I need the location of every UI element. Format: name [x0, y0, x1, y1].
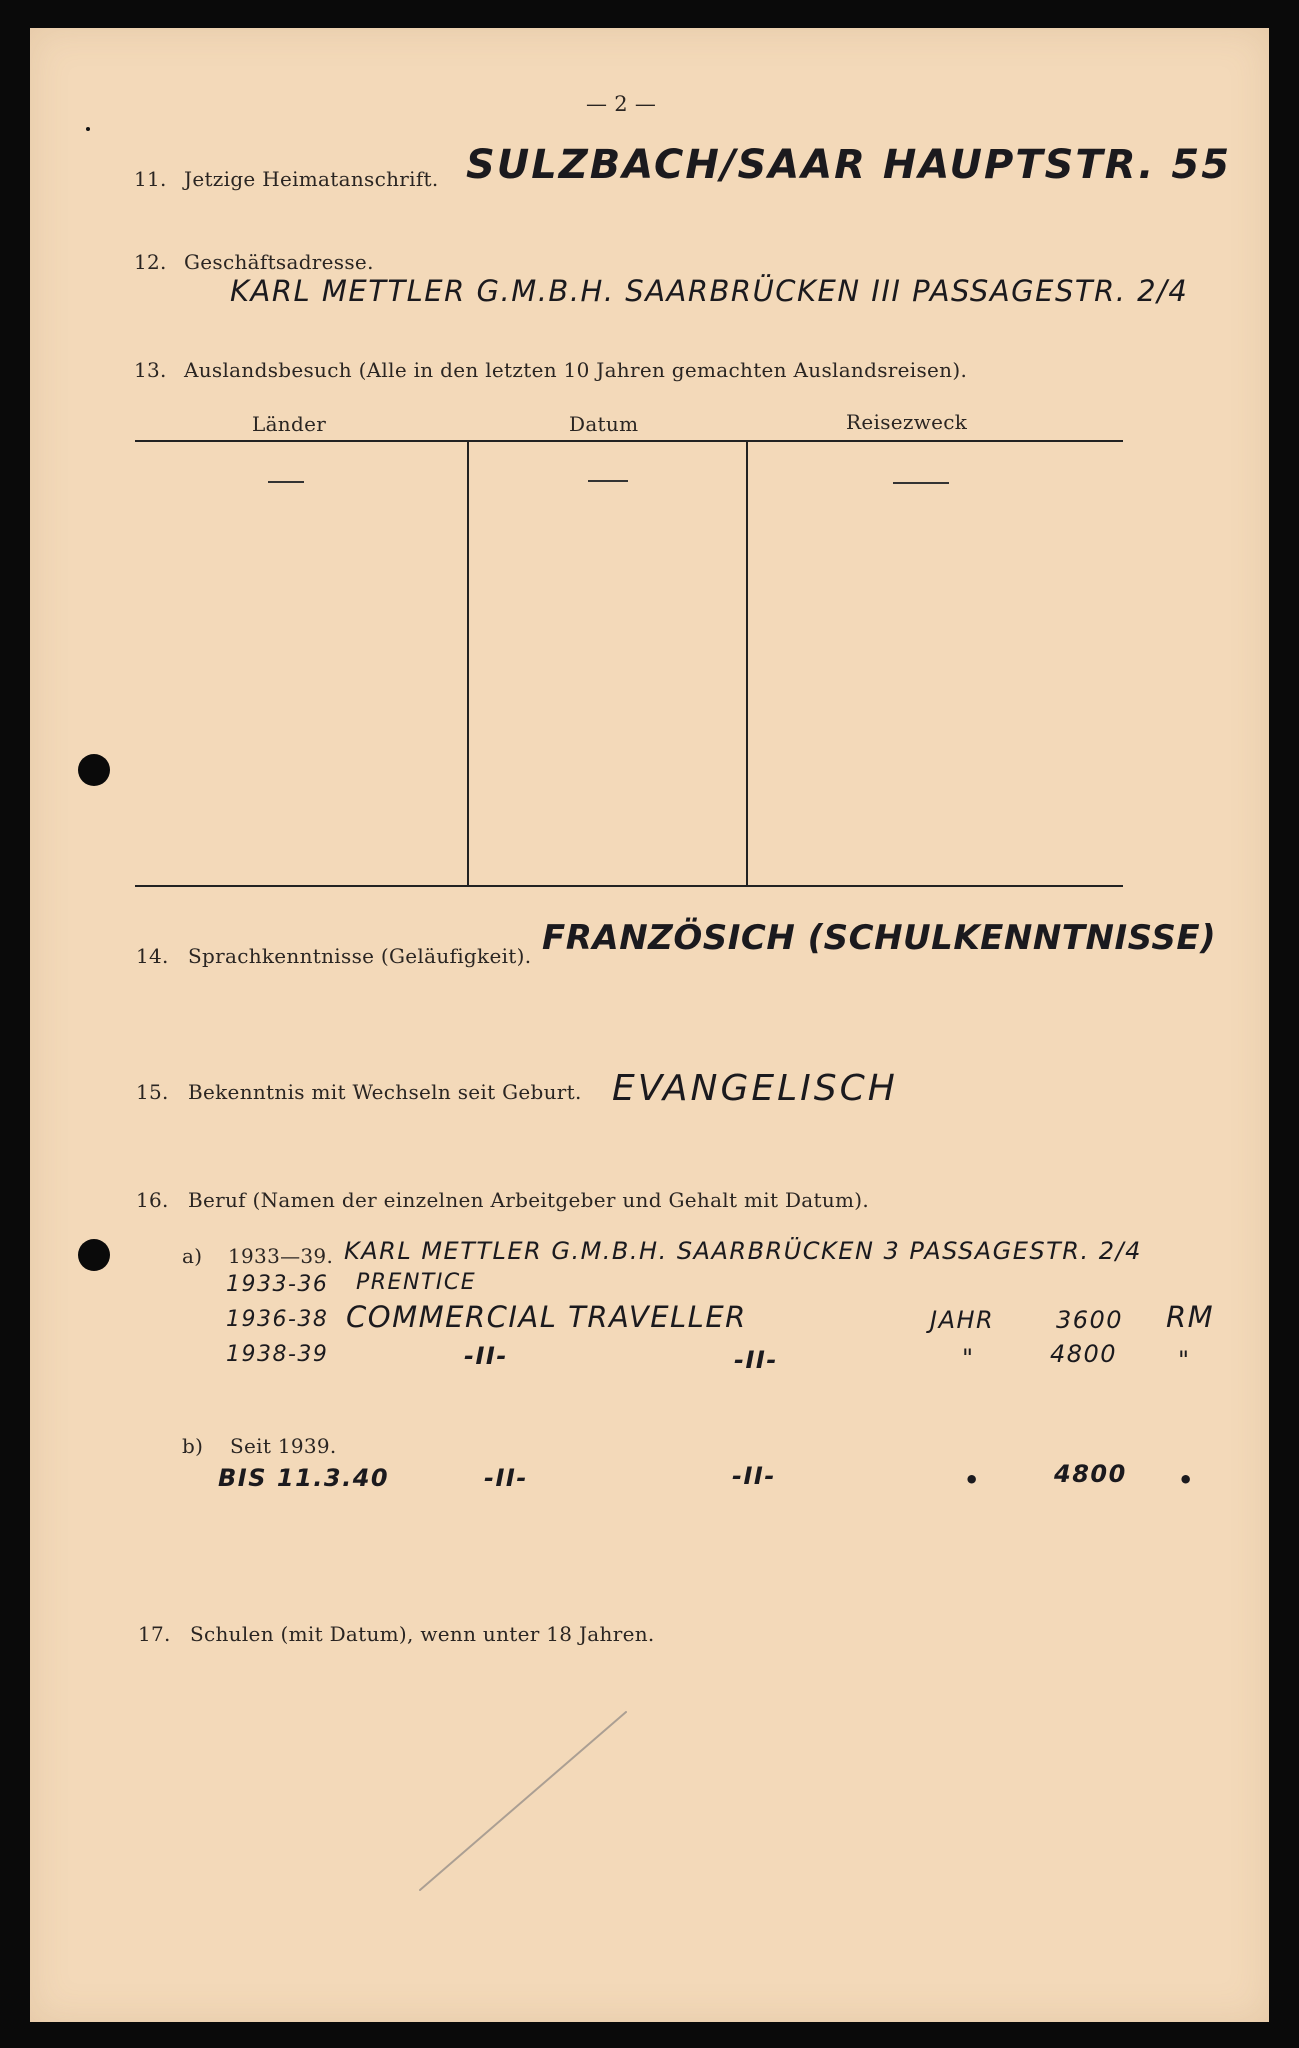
q16a-row3-unit: " — [962, 1344, 975, 1372]
q16b-years-printed: Seit 1939. — [230, 1434, 337, 1458]
q13-col-datum: Datum — [569, 412, 639, 436]
q16-label: Beruf (Namen der einzelnen Arbeitgeber und Gehalt mit Datum). — [188, 1188, 870, 1212]
q17-number: 17. — [138, 1622, 171, 1646]
q16a-employer: KARL METTLER G.M.B.H. SAARBRÜCKEN 3 PASSAGESTR. 2/4 — [344, 1237, 1142, 1265]
q16b-amount: 4800 — [1054, 1460, 1127, 1488]
q16a-row3-amount: 4800 — [1050, 1340, 1118, 1368]
q11-label: Jetzige Heimatanschrift. — [184, 167, 439, 191]
q14-label: Sprachkenntnisse (Geläufigkeit). — [188, 944, 532, 968]
q16a-marker: a) — [182, 1244, 203, 1268]
q15-answer: EVANGELISCH — [612, 1068, 898, 1109]
q17-label: Schulen (mit Datum), wenn unter 18 Jahren. — [190, 1622, 655, 1646]
q14-answer: FRANZÖSICH (SCHULKENNTNISSE) — [542, 918, 1217, 958]
q16b-marker: b) — [182, 1434, 204, 1458]
q13-col-laender: Länder — [252, 412, 327, 436]
q11-answer: SULZBACH/SAAR HAUPTSTR. 55 — [466, 142, 1232, 188]
q16a-row2-amount: 3600 — [1056, 1306, 1124, 1334]
q16a-row2-unit: JAHR — [930, 1306, 995, 1334]
q16b-text2: -II- — [732, 1462, 776, 1490]
q16b-years: BIS 11.3.40 — [218, 1464, 390, 1492]
margin-speck — [86, 127, 90, 131]
q14-number: 14. — [136, 944, 169, 968]
q16a-row3-text2: -II- — [734, 1346, 778, 1374]
q11-number: 11. — [134, 167, 167, 191]
q12-answer: KARL METTLER G.M.B.H. SAARBRÜCKEN III PASSAGESTR. 2/4 — [230, 274, 1189, 308]
q12-number: 12. — [134, 250, 167, 274]
q16-number: 16. — [136, 1188, 169, 1212]
q16b-text: -II- — [484, 1464, 528, 1492]
q12-label: Geschäftsadresse. — [184, 250, 374, 274]
q16a-row2-currency: RM — [1166, 1300, 1215, 1334]
page-number: — 2 — — [586, 92, 657, 116]
q16a-row3-text: -II- — [464, 1342, 508, 1370]
q16a-row1-text: PRENTICE — [356, 1270, 477, 1295]
q16a-row2-text: COMMERCIAL TRAVELLER — [346, 1300, 747, 1334]
q13-col-reisezweck: Reisezweck — [846, 410, 968, 434]
q15-label: Bekenntnis mit Wechseln seit Geburt. — [188, 1080, 582, 1104]
q16b-unit: • — [964, 1466, 981, 1494]
q16b-currency: • — [1178, 1466, 1195, 1494]
q16a-row3-currency: " — [1178, 1346, 1191, 1374]
q15-number: 15. — [136, 1080, 169, 1104]
q13-number: 13. — [134, 358, 167, 382]
q16a-row1-years: 1933-36 — [226, 1272, 329, 1297]
q16a-years-printed: 1933—39. — [228, 1244, 334, 1268]
q16a-row3-years: 1938-39 — [226, 1342, 329, 1367]
q16a-row2-years: 1936-38 — [226, 1307, 329, 1332]
q13-label: Auslandsbesuch (Alle in den letzten 10 Jahren gemachten Auslandsreisen). — [184, 358, 968, 382]
